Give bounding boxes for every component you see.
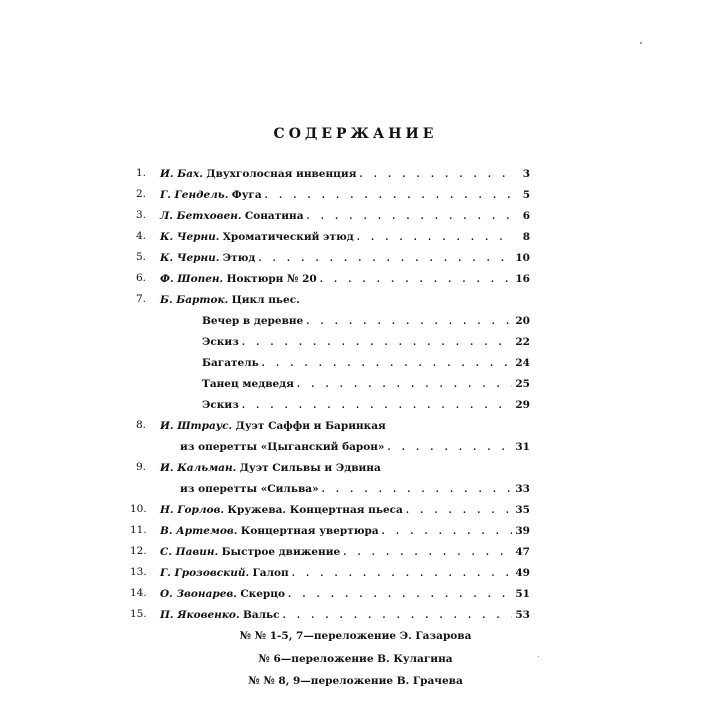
entry-number: 3.: [135, 209, 146, 221]
entry-author: Н. Горлов.: [160, 504, 225, 516]
toc-subentry: [202, 356, 530, 370]
entry-author: И. Бах.: [160, 168, 203, 180]
entry-page: 22: [515, 336, 530, 348]
dot-leader: [242, 399, 513, 413]
entry-page: 29: [515, 399, 530, 411]
entry-title: Этюд: [222, 252, 256, 264]
toc-entry: [160, 587, 530, 601]
toc-entry: [160, 167, 530, 181]
scan-speck: [538, 656, 539, 657]
entry-author: С. Павин.: [160, 546, 219, 558]
entry-author: Г. Гендель.: [160, 189, 229, 201]
entry-title: Вечер в деревне: [202, 315, 304, 327]
toc-entry: [160, 524, 530, 538]
entry-title: Хроматический этюд: [222, 231, 354, 243]
entry-title: Ноктюрн № 20: [226, 273, 317, 285]
toc-entry: [160, 545, 530, 559]
entry-number: 14.: [130, 587, 147, 599]
credit-line: № № 8, 9—переложение В. Грачева: [248, 675, 463, 687]
entry-title: Эскиз: [202, 399, 239, 411]
entry-title: Вальс: [242, 609, 280, 621]
toc-subentry: [180, 482, 530, 496]
entry-page: 6: [522, 210, 530, 222]
entry-title: Сонатина: [244, 210, 304, 222]
entry-title: из оперетты «Сильва»: [180, 483, 319, 495]
entry-number: 10.: [130, 503, 147, 515]
dot-leader: [322, 483, 513, 497]
dot-leader: [307, 210, 514, 224]
entry-number: 12.: [130, 545, 147, 557]
dot-leader: [306, 315, 512, 329]
dot-leader: [262, 357, 513, 371]
entry-number: 5.: [135, 251, 146, 263]
entry-title: Эскиз: [202, 336, 239, 348]
entry-number: 13.: [130, 566, 147, 578]
toc-entry: [160, 608, 530, 622]
entry-number: 8.: [135, 419, 146, 431]
entry-author: П. Яковенко.: [160, 609, 240, 621]
toc-entry: [160, 209, 530, 223]
toc-entry: [160, 566, 530, 580]
entry-page: 51: [515, 588, 530, 600]
entry-title: Фуга: [231, 189, 262, 201]
dot-leader: [242, 336, 513, 350]
dot-leader: [388, 441, 513, 455]
entry-author: К. Черни.: [160, 252, 220, 264]
entry-author: Ф. Шопен.: [160, 273, 224, 285]
dot-leader: [292, 567, 513, 581]
entry-author: И. Штраус.: [160, 420, 233, 432]
entry-author: Л. Бетховен.: [160, 210, 242, 222]
dot-leader: [357, 231, 513, 245]
toc-subentry: [202, 377, 530, 391]
dot-leader: [265, 189, 513, 203]
dot-leader: [320, 273, 513, 287]
entry-page: 35: [515, 504, 530, 516]
entry-title: Галоп: [252, 567, 289, 579]
entry-number: 9.: [135, 461, 146, 473]
entry-page: 47: [515, 546, 530, 558]
dot-leader: [258, 252, 512, 266]
entry-title: Двухголосная инвенция: [206, 168, 357, 180]
page-title: СОДЕРЖАНИЕ: [273, 126, 438, 142]
credit-line: № 6—переложение В. Кулагина: [258, 653, 453, 665]
dot-leader: [288, 588, 512, 602]
toc-entry: [160, 461, 530, 475]
entry-page: 24: [515, 357, 530, 369]
entry-page: 16: [515, 273, 530, 285]
entry-title: Дуэт Саффи и Баринкая: [235, 420, 386, 432]
entry-page: 53: [515, 609, 530, 621]
entry-page: 20: [515, 315, 530, 327]
entry-page: 25: [515, 378, 530, 390]
credit-line: № № 1-5, 7—переложение Э. Газарова: [239, 630, 472, 642]
entry-title: Танец медведя: [202, 378, 294, 390]
entry-title: Быстрое движение: [221, 546, 341, 558]
dot-leader: [382, 525, 513, 539]
entry-number: 15.: [130, 608, 147, 620]
dot-leader: [283, 609, 513, 623]
entry-title: Дуэт Сильвы и Эдвина: [239, 462, 381, 474]
entry-author: И. Кальман.: [160, 462, 237, 474]
entry-page: 8: [522, 231, 530, 243]
toc-subentry: [202, 398, 530, 412]
toc-entry: [160, 272, 530, 286]
entry-author: К. Черни.: [160, 231, 220, 243]
dot-leader: [359, 168, 513, 182]
entry-page: 49: [515, 567, 530, 579]
entry-author: В. Артемов.: [160, 525, 238, 537]
dot-leader: [297, 378, 512, 392]
entry-page: 31: [515, 441, 530, 453]
toc-entry: [160, 293, 530, 307]
entry-author: О. Звонарев.: [160, 588, 237, 600]
entry-title: Скерцо: [240, 588, 286, 600]
entry-title: Багатель: [202, 357, 259, 369]
entry-page: 39: [515, 525, 530, 537]
entry-number: 4.: [135, 230, 146, 242]
toc-entry: [160, 419, 530, 433]
entry-number: 11.: [130, 524, 147, 536]
scan-speck: [640, 42, 642, 44]
entry-title: из оперетты «Цыганский барон»: [180, 441, 385, 453]
toc-entry: [160, 251, 530, 265]
dot-leader: [343, 546, 512, 560]
toc-subentry: [202, 314, 530, 328]
toc-entry: [160, 188, 530, 202]
entry-author: Г. Грозовский.: [160, 567, 250, 579]
entry-author: Б. Барток.: [160, 294, 229, 306]
dot-leader: [406, 504, 513, 518]
entry-number: 6.: [135, 272, 146, 284]
entry-page: 3: [522, 168, 530, 180]
entry-page: 33: [515, 483, 530, 495]
toc-entry: [160, 230, 530, 244]
entry-number: 7.: [135, 293, 146, 305]
toc-subentry: [202, 335, 530, 349]
entry-page: 10: [515, 252, 530, 264]
entry-title: Цикл пьес.: [231, 294, 300, 306]
toc-entry: [160, 503, 530, 517]
entry-number: 2.: [135, 188, 146, 200]
entry-title: Кружева. Концертная пьеса: [227, 504, 403, 516]
toc-subentry: [180, 440, 530, 454]
entry-title: Концертная увертюра: [240, 525, 379, 537]
entry-number: 1.: [135, 167, 146, 179]
entry-page: 5: [522, 189, 530, 201]
